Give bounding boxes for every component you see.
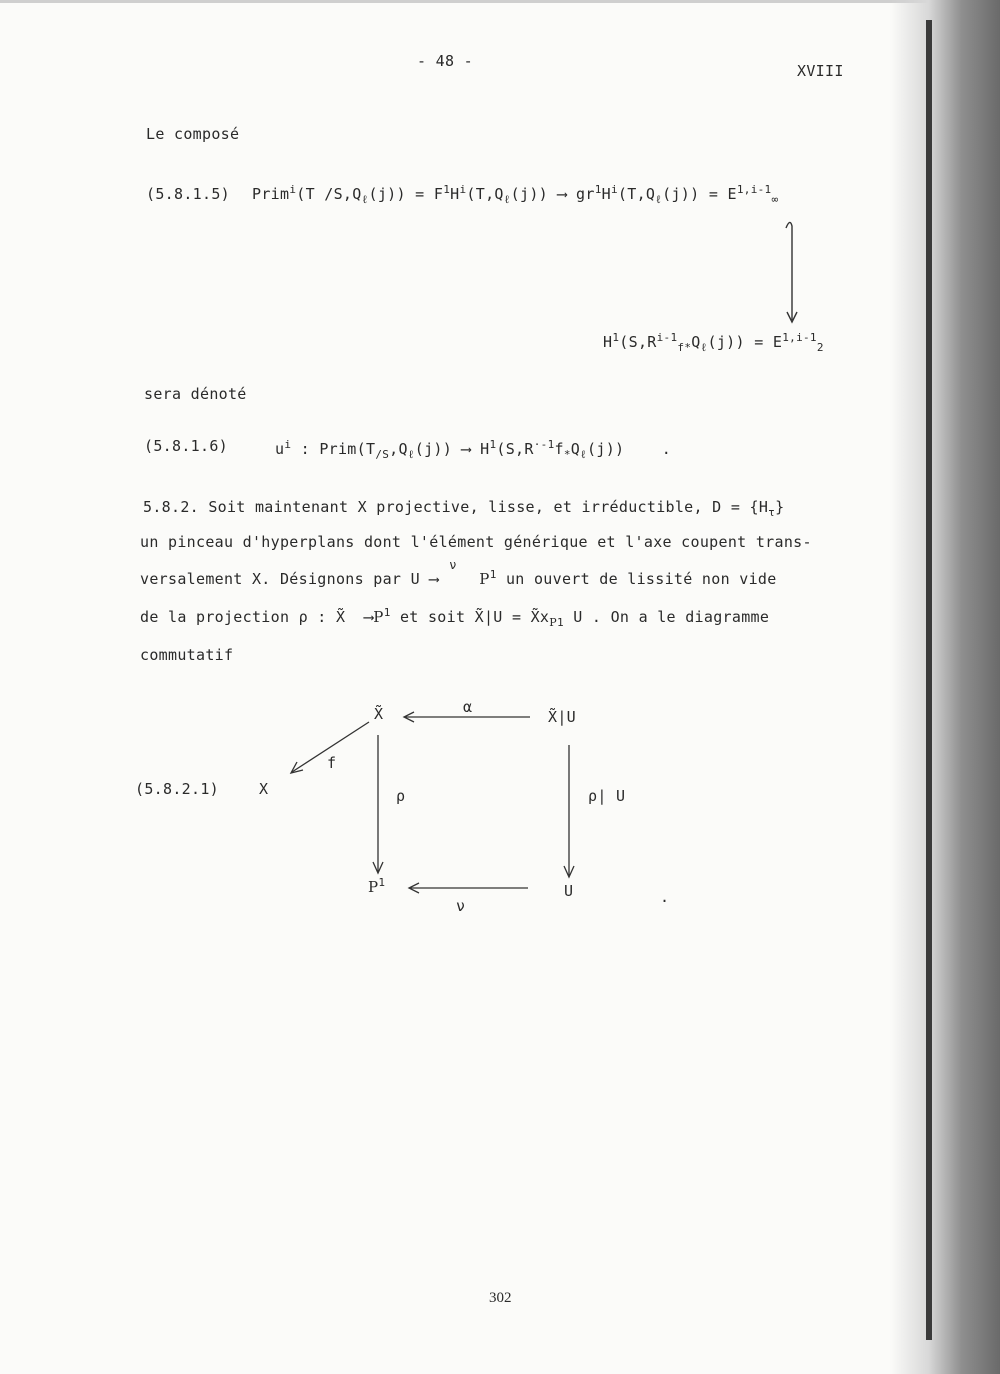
page-marker: - 48 - [417, 52, 473, 70]
equation-5815-target: $H^1(S,R^{i-1}_{f*}Q_\ell(j)) = E^{1,i-1}_2$ [603, 331, 824, 354]
para-line-5: commutatif [140, 646, 234, 664]
arrow-f [292, 722, 369, 772]
diagram-node-X-tilde-restricted: X̃|U [548, 708, 576, 726]
para-line-1: 5.8.2. Soit maintenant X projective, lisse, et irréductible, $D = \{H_\tau\}$ [143, 498, 785, 519]
diagram-node-P1: $P^1$ [368, 876, 386, 896]
equation-number-5815: (5.8.1.5) [146, 185, 230, 203]
equation-number-5816: (5.8.1.6) [144, 437, 228, 455]
equation-5816: $u^i$ : $Prim(T_{/S},Q_\ell(j))$ ⟶ $H^1(S,R^{\cdot-1}f_*Q_\ell(j))$ . [275, 438, 672, 461]
diagram-number: (5.8.2.1) [135, 780, 219, 798]
para-line-4: de la projection ρ : X̃ $⟶P^1$ et soit X̃|U = $X̃x_{P1}$ U . On a le diagramme [140, 606, 770, 629]
diagram-node-X-tilde: X̃ [374, 705, 384, 723]
diagram-label-alpha: α [463, 698, 473, 716]
diagram-label-f: f [327, 754, 337, 772]
diagram-node-U: U [564, 882, 574, 900]
diagram-trailing-dot: . [660, 888, 670, 906]
section-number: XVIII [797, 62, 844, 80]
intro-text: Le composé [146, 125, 240, 143]
diagram-node-X: X [259, 780, 269, 798]
para-line-3: versalement X. Désignons par U ν ⟶ $P^1$ un ouvert de lissité non vide [140, 558, 777, 588]
diagram-label-rho: ρ [396, 787, 406, 805]
diagram-label-rho-restricted: ρ| U [588, 787, 626, 805]
denote-text: sera dénoté [144, 385, 247, 403]
para-line-2: un pinceau d'hyperplans dont l'élément générique et l'axe coupent trans- [140, 533, 812, 551]
diagram-label-nu: ν [456, 897, 466, 915]
page-number: 302 [489, 1290, 512, 1306]
equation-5815: Prim$^i$(T $/S,Q_\ell(j)) = F^1H^i(T,Q_\ell(j))$ ⟶ $gr^1H^i(T,Q_\ell(j)) = E^{1,i-1}_\infty$ [252, 183, 779, 206]
